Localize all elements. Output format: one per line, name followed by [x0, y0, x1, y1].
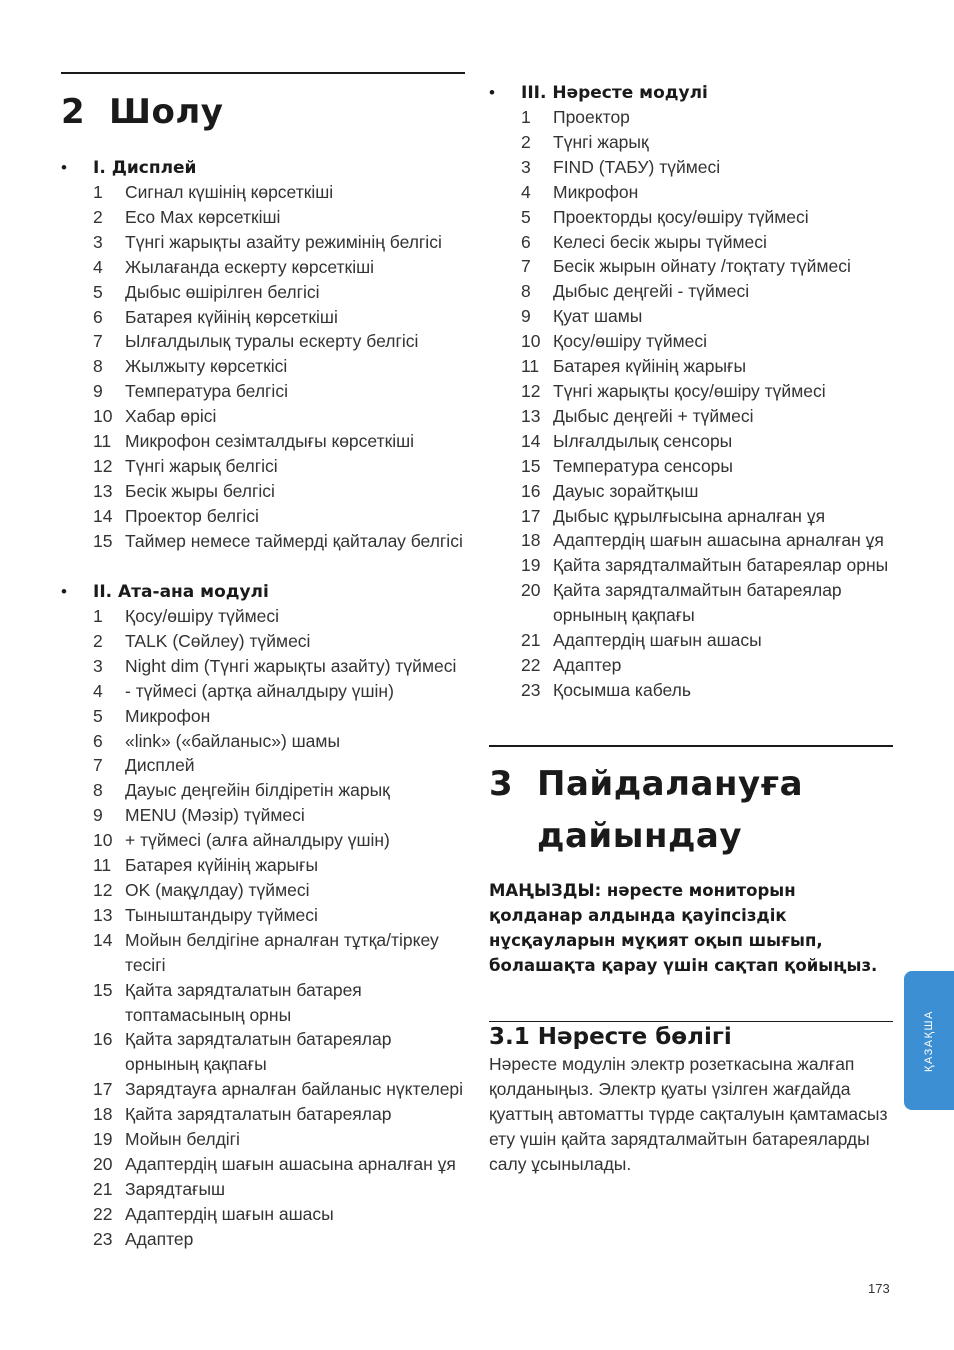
item-number: 8 [93, 780, 103, 801]
item-number: 15 [93, 979, 113, 1000]
item-text: Микрофон [125, 705, 211, 726]
language-tab-label: ҚАЗАҚША [923, 1009, 935, 1072]
chapter-3-title-line2: дайындау [537, 816, 743, 856]
item-text: Сигнал күшінің көрсеткіші [125, 182, 334, 202]
item-number: 16 [93, 1029, 113, 1050]
item-number: 13 [93, 480, 113, 501]
list-item [521, 678, 893, 703]
item-text: Адаптердің шағын ашасына арналған ұя [553, 530, 884, 551]
item-text: Түнгі жарық [553, 131, 649, 152]
subsection-rule [489, 1021, 893, 1022]
item-number: 6 [93, 306, 103, 327]
list-item [521, 155, 893, 180]
list-item [93, 404, 465, 429]
item-text: Батарея күйінің жарығы [125, 855, 319, 876]
item-text: Түнгі жарықты қосу/өшіру түймесі [553, 380, 826, 401]
item-text: Адаптер [125, 1228, 194, 1249]
item-number: 20 [93, 1153, 113, 1174]
item-number: 12 [521, 380, 541, 401]
item-text: Дыбыс деңгейі + түймесі [553, 405, 754, 426]
list-item [93, 654, 465, 679]
item-text: Бесік жыры белгісі [125, 480, 275, 501]
item-number: 19 [93, 1129, 113, 1150]
item-number: 14 [521, 430, 541, 451]
item-text: Проекторды қосу/өшіру түймесі [553, 206, 809, 227]
list-item [521, 479, 893, 504]
list-item [521, 404, 893, 429]
item-number: 13 [521, 405, 541, 426]
list-item [93, 504, 465, 529]
item-text: Мойын белдігіне арналған тұтқа/тіркеу тесігі [125, 929, 439, 975]
item-number: 3 [521, 156, 531, 177]
item-number: 3 [93, 231, 103, 252]
list-item [93, 205, 465, 230]
item-number: 1 [521, 107, 531, 127]
section-display-heading [61, 155, 196, 181]
item-text: Хабар өрісі [125, 406, 217, 427]
section-baby-unit-heading [489, 80, 708, 106]
item-text: Мойын белдігі [125, 1129, 240, 1150]
item-text: Адаптердің шағын ашасына арналған ұя [125, 1153, 456, 1174]
list-item [93, 1152, 465, 1177]
list-item [521, 304, 893, 329]
item-number: 19 [521, 555, 541, 576]
list-item [93, 679, 465, 704]
list-item [521, 578, 893, 628]
section-heading-text: I. Дисплей [93, 158, 197, 178]
item-text: Адаптердің шағын ашасы [553, 630, 762, 651]
item-number: 4 [93, 680, 103, 701]
item-text: MENU (Мәзір) түймесі [125, 805, 305, 826]
item-number: 21 [93, 1178, 113, 1199]
item-text: + түймесі (алға айналдыру үшін) [125, 830, 390, 851]
item-text: TALK (Сөйлеу) түймесі [125, 630, 311, 651]
item-number: 6 [93, 730, 103, 751]
item-text: OK (мақұлдау) түймесі [125, 879, 310, 900]
list-item [93, 978, 465, 1028]
parent-unit-items-list [93, 604, 465, 1252]
list-item [521, 379, 893, 404]
bullet: • [61, 582, 67, 601]
item-number: 1 [93, 182, 103, 202]
bullet: • [61, 158, 67, 177]
item-number: 17 [521, 505, 541, 526]
list-item [93, 729, 465, 754]
item-number: 14 [93, 929, 113, 950]
item-text: Температура белгісі [125, 381, 288, 402]
list-item [93, 1077, 465, 1102]
item-text: Тыныштандыру түймесі [125, 904, 318, 925]
item-number: 14 [93, 505, 113, 526]
item-text: Жылағанда ескерту көрсеткіші [125, 256, 375, 277]
item-number: 7 [521, 256, 531, 277]
item-number: 23 [93, 1228, 113, 1249]
list-item [93, 329, 465, 354]
list-item [93, 928, 465, 978]
item-number: 9 [521, 306, 531, 327]
list-item [93, 1227, 465, 1252]
item-number: 15 [521, 455, 541, 476]
chapter-2-rule [61, 72, 465, 74]
item-text: Night dim (Түнгі жарықты азайту) түймесі [125, 655, 457, 676]
list-item [521, 653, 893, 678]
list-item [93, 853, 465, 878]
item-number: 23 [521, 679, 541, 700]
chapter-3-rule [489, 745, 893, 747]
item-text: Дыбыс өшірілген белгісі [125, 281, 320, 302]
item-number: 10 [93, 406, 113, 427]
item-text: Қайта зарядталмайтын батареялар орнының қақпағы [553, 580, 842, 626]
item-text: Дауыс деңгейін білдіретін жарық [125, 780, 390, 801]
item-number: 18 [93, 1104, 113, 1125]
item-number: 2 [93, 206, 103, 227]
item-text: Температура сенсоры [553, 455, 733, 476]
display-items-list [93, 180, 465, 554]
list-item [521, 205, 893, 230]
item-text: Түнгі жарық белгісі [125, 455, 278, 476]
item-number: 5 [93, 705, 103, 726]
list-item [93, 354, 465, 379]
list-item [93, 1102, 465, 1127]
list-item [93, 1177, 465, 1202]
item-number: 5 [93, 281, 103, 302]
list-item [521, 504, 893, 529]
item-text: Проектор белгісі [125, 505, 259, 526]
item-number: 13 [93, 904, 113, 925]
item-number: 2 [521, 131, 531, 152]
list-item [93, 828, 465, 853]
list-item [93, 604, 465, 629]
item-text: Ылғалдылық сенсоры [553, 430, 733, 451]
list-item [93, 280, 465, 305]
list-item [521, 454, 893, 479]
item-number: 16 [521, 480, 541, 501]
item-text: Қайта зарядталмайтын батареялар орны [553, 555, 889, 576]
item-number: 11 [93, 855, 112, 876]
important-notice: МАҢЫЗДЫ: нәресте мониторын қолданар алдында қауіпсіздік нұсқауларын мұқият оқып шығып, болашақта қарау үшін сақтап қойыңыз. [489, 881, 878, 975]
chapter-3-title [489, 758, 803, 862]
item-text: Проектор [553, 107, 630, 127]
item-text: Жылжыту көрсеткісі [125, 356, 288, 377]
list-item [521, 130, 893, 155]
list-item [93, 753, 465, 778]
chapter-2-number: 2 [61, 92, 86, 132]
list-item [93, 903, 465, 928]
baby-unit-items-list [521, 105, 893, 703]
list-item [93, 1127, 465, 1152]
item-text: «link» («байланыс») шамы [125, 730, 341, 751]
item-number: 6 [521, 231, 531, 252]
item-number: 8 [521, 281, 531, 302]
list-item [521, 553, 893, 578]
list-item [93, 255, 465, 280]
chapter-2-title [61, 86, 223, 138]
item-text: Микрофон [553, 181, 639, 202]
item-text: Түнгі жарықты азайту режимінің белгісі [125, 231, 442, 252]
item-text: Қайта зарядталатын батареялар орнының қақпағы [125, 1029, 392, 1075]
item-text: Қуат шамы [553, 306, 643, 327]
list-item [521, 354, 893, 379]
subsection-body: Нәресте модулін электр розеткасына жалғап қолданыңыз. Электр қуаты үзілген жағдайда қуаттың автоматты түрде сақталуын қамтамасыз ету үшін қайта зарядталмайтын батареяларды салу ұсынылады. [489, 1054, 888, 1174]
item-text: Батарея күйінің жарығы [553, 356, 747, 377]
item-text: Қосу/өшіру түймесі [125, 606, 280, 626]
item-number: 4 [521, 181, 531, 202]
bullet: • [489, 83, 495, 102]
chapter-3-number: 3 [489, 764, 514, 804]
item-number: 9 [93, 381, 103, 402]
list-item [521, 628, 893, 653]
item-text: Eco Max көрсеткіші [125, 206, 281, 227]
item-text: Батарея күйінің көрсеткіші [125, 306, 338, 327]
item-text: Келесі бесік жыры түймесі [553, 231, 767, 252]
item-number: 15 [93, 530, 113, 551]
page-number: 173 [868, 1281, 890, 1296]
item-text: Бесік жырын ойнату /тоқтату түймесі [553, 256, 851, 277]
list-item [93, 230, 465, 255]
item-text: - түймесі (артқа айналдыру үшін) [125, 680, 394, 701]
list-item [93, 429, 465, 454]
item-text: Зарядтауға арналған байланыс нүктелері [125, 1079, 464, 1100]
subsection-title: 3.1 Нәресте бөлігі [489, 1024, 732, 1050]
list-item [521, 105, 893, 130]
item-number: 11 [93, 431, 112, 452]
item-number: 20 [521, 580, 541, 601]
item-text: Қосу/өшіру түймесі [553, 331, 708, 352]
list-item [521, 329, 893, 354]
chapter-3-title-line1: Пайдалануға [537, 764, 804, 804]
section-heading-text: III. Нәресте модулі [521, 83, 708, 103]
language-side-tab [904, 971, 954, 1110]
list-item [521, 230, 893, 255]
item-text: Қосымша кабель [553, 679, 692, 700]
list-item [93, 778, 465, 803]
section-parent-unit-heading [61, 579, 269, 605]
item-number: 4 [93, 256, 103, 277]
list-item [521, 180, 893, 205]
item-number: 21 [521, 630, 541, 651]
item-number: 10 [521, 331, 541, 352]
chapter-2-title-text: Шолу [109, 92, 224, 132]
list-item [93, 1202, 465, 1227]
item-text: FIND (ТАБУ) түймесі [553, 156, 721, 177]
item-text: Дыбыс құрылғысына арналған ұя [553, 505, 826, 526]
item-number: 11 [521, 356, 540, 377]
item-text: Дыбыс деңгейі - түймесі [553, 281, 750, 302]
list-item [93, 529, 465, 554]
list-item [93, 878, 465, 903]
item-text: Адаптер [553, 654, 622, 675]
item-text: Таймер немесе таймерді қайталау белгісі [125, 530, 463, 551]
item-number: 9 [93, 805, 103, 826]
item-number: 22 [521, 654, 541, 675]
list-item [93, 803, 465, 828]
item-number: 7 [93, 331, 103, 352]
item-number: 8 [93, 356, 103, 377]
list-item [93, 629, 465, 654]
list-item [93, 1027, 465, 1077]
list-item [521, 528, 893, 553]
item-text: Қайта зарядталатын батарея топтамасының орны [125, 979, 362, 1025]
item-text: Қайта зарядталатын батареялар [125, 1104, 392, 1125]
item-number: 17 [93, 1079, 113, 1100]
list-item [93, 180, 465, 205]
item-number: 22 [93, 1203, 113, 1224]
item-text: Дисплей [125, 755, 195, 776]
item-text: Адаптердің шағын ашасы [125, 1203, 334, 1224]
item-number: 1 [93, 606, 103, 626]
item-text: Микрофон сезімталдығы көрсеткіші [125, 431, 415, 452]
item-number: 7 [93, 755, 103, 776]
list-item [93, 479, 465, 504]
list-item [93, 379, 465, 404]
list-item [93, 454, 465, 479]
item-number: 12 [93, 455, 113, 476]
item-number: 18 [521, 530, 541, 551]
list-item [93, 704, 465, 729]
item-text: Дауыс зорайтқыш [553, 480, 699, 501]
list-item [521, 279, 893, 304]
item-number: 10 [93, 830, 113, 851]
item-text: Ылғалдылық туралы ескерту белгісі [125, 331, 419, 352]
list-item [521, 429, 893, 454]
item-number: 3 [93, 655, 103, 676]
list-item [93, 305, 465, 330]
item-number: 5 [521, 206, 531, 227]
item-number: 2 [93, 630, 103, 651]
item-number: 12 [93, 879, 113, 900]
list-item [521, 254, 893, 279]
item-text: Зарядтағыш [125, 1178, 226, 1199]
section-heading-text: II. Ата-ана модулі [93, 582, 269, 602]
